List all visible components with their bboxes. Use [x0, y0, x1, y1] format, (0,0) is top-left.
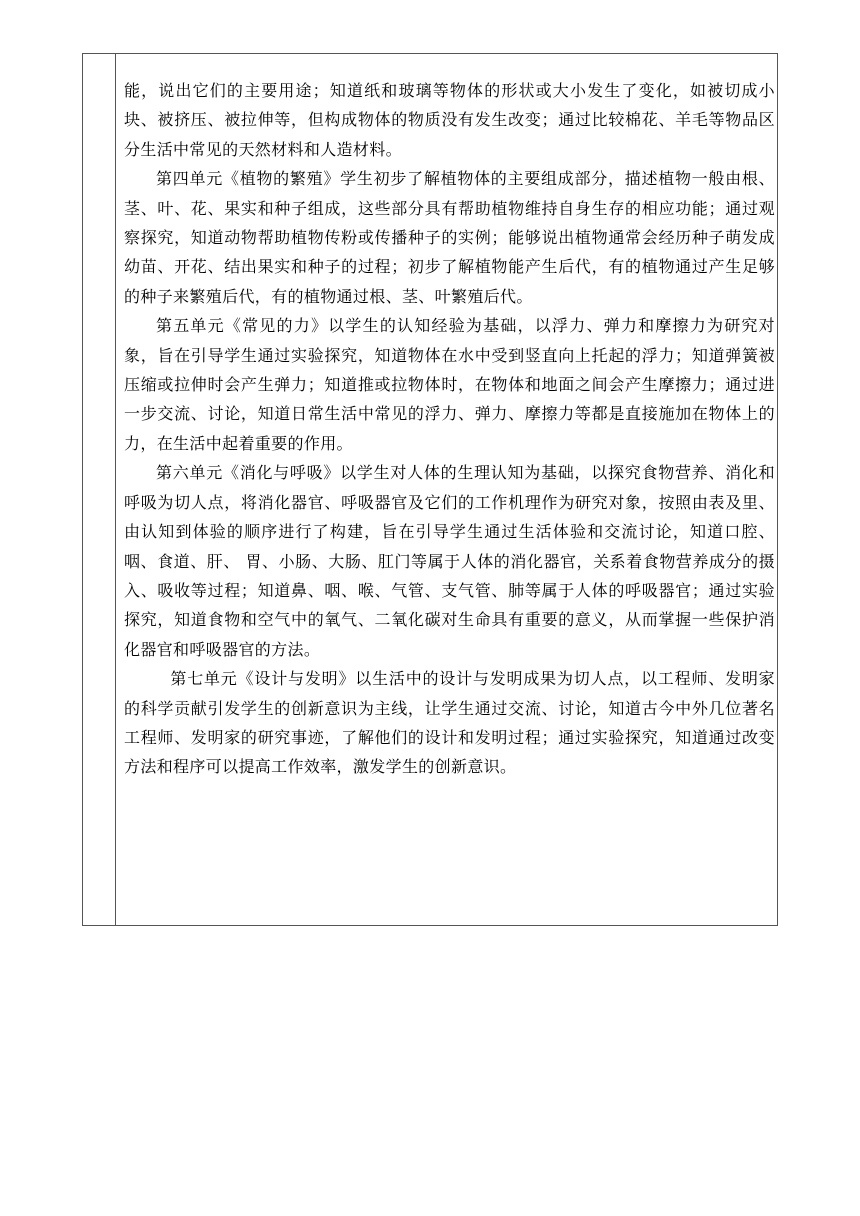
content-table [82, 53, 778, 926]
paragraph-unit-4: 第四单元《植物的繁殖》学生初步了解植物体的主要组成部分，描述植物一般由根、茎、叶、花、果实和种子组成，这些部分具有帮助植物维持自身生存的相应功能；通过观察探究，知道动物帮助植物传粉或传播种子的实例；能够说出植物通常会经历种子萌发成幼苗、开花、结出果实和种子的过程；初步了解植物能产生后代，有的植物通过产生足够的种子来繁殖后代，有的植物通过根、茎、叶繁殖后代。 [124, 169, 775, 306]
table-content-cell [116, 54, 777, 925]
paragraph-unit-5: 第五单元《常见的力》以学生的认知经验为基础，以浮力、弹力和摩擦力为研究对象，旨在引导学生通过实验探究，知道物体在水中受到竖直向上托起的浮力；知道弹簧被压缩或拉伸时会产生弹力；知道推或拉物体时，在物体和地面之间会产生摩擦力；通过进一步交流、讨论，知道日常生活中常见的浮力、弹力、摩擦力等都是直接施加在物体上的力，在生活中起着重要的作用。 [124, 316, 775, 453]
table-left-column [83, 54, 116, 925]
paragraph-continuation: 能，说出它们的主要用途；知道纸和玻璃等物体的形状或大小发生了变化，如被切成小块、被挤压、被拉伸等，但构成物体的物质没有发生改变；通过比较棉花、羊毛等物品区分生活中常见的天然材料和人造材料。 [124, 81, 775, 159]
paragraph-unit-6: 第六单元《消化与呼吸》以学生对人体的生理认知为基础，以探究食物营养、消化和呼吸为切人点，将消化器官、呼吸器官及它们的工作机理作为研究对象，按照由表及里、由认知到体验的顺序进行了构建，旨在引导学生通过生活体验和交流讨论，知道口腔、咽、食道、肝、 胃、小肠、大肠、肛门等属于人体的消化器官，关系着食物营养成分的摄入、吸收等过程；知道鼻、咽、喉、气管、支气管、肺等属于人体的呼吸器官；通过实验探究，知道食物和空气中的氧气、二氧化碳对生命具有重要的意义，从而掌握一些保护消化器官和呼吸器官的方法。 [124, 463, 775, 659]
paragraph-unit-7: 第七单元《设计与发明》以生活中的设计与发明成果为切人点，以工程师、发明家的科学贡献引发学生的创新意识为主线，让学生通过交流、讨论，知道古今中外几位著名工程师、发明家的研究事迹，了解他们的设计和发明过程；通过实验探究，知道通过改变方法和程序可以提高工作效率，激发学生的创新意识。 [124, 669, 775, 777]
